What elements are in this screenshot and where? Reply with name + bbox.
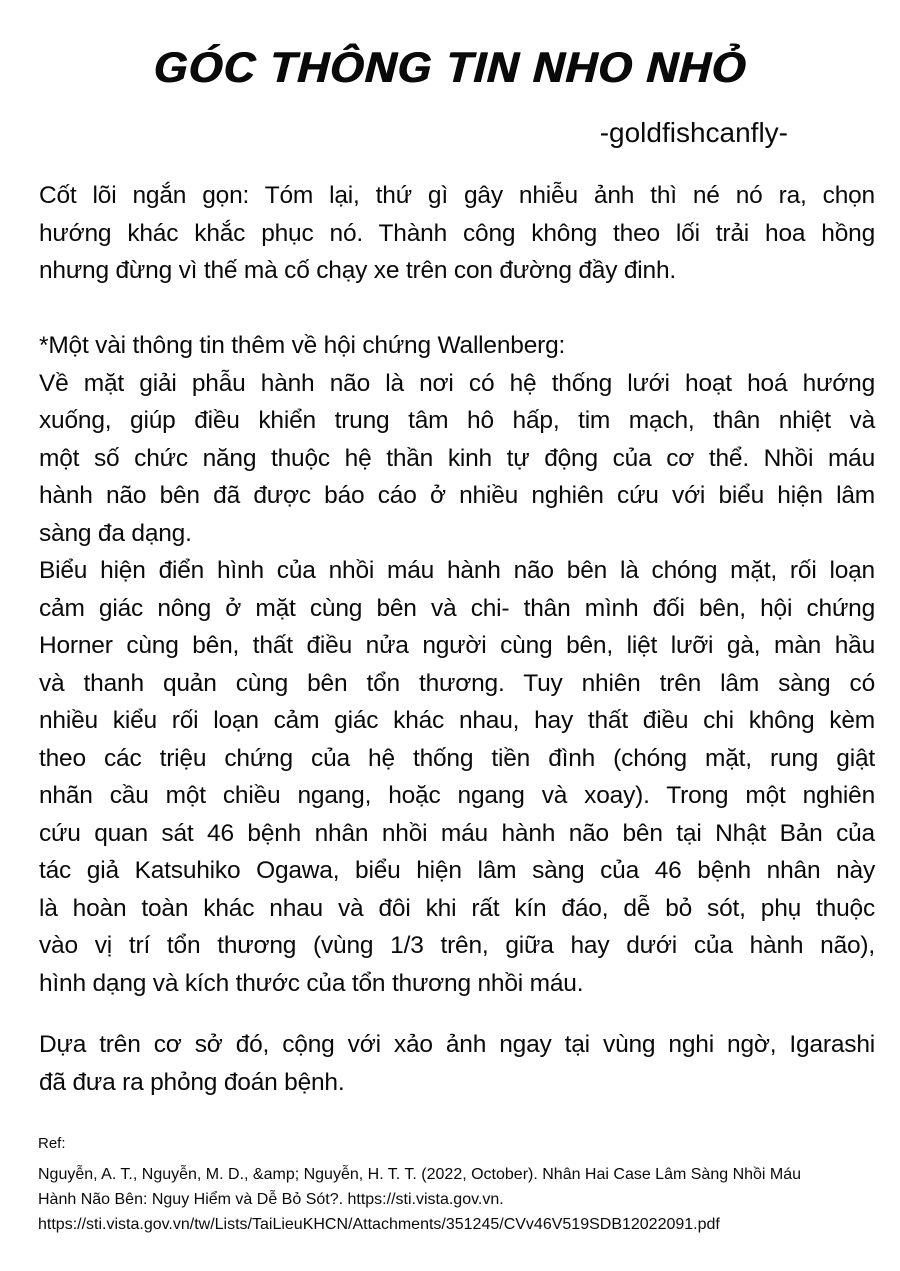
page-title: GÓC THÔNG TIN NHO NHỎ [152, 44, 748, 92]
text-line: hướng khác khắc phục nó. Thành công không theo lối trải hoa hồng [39, 219, 875, 247]
text-line: nhiều kiểu rối loạn cảm giác khác nhau, hay thất điều chi không kèm [39, 707, 875, 734]
intro-paragraph [39, 177, 875, 290]
text-line: sàng đa dạng. [39, 519, 192, 547]
text-line: một số chức năng thuộc hệ thần kinh tự động của cơ thể. Nhồi máu [39, 444, 875, 472]
text-line: *Một vài thông tin thêm về hội chứng Wallenberg: [39, 332, 566, 359]
text-line: và thanh quản cùng bên tổn thương. Tuy nhiên trên lâm sàng có [39, 669, 875, 697]
text-line: Horner cùng bên, thất điều nửa người cùng bên, liệt lưỡi gà, màn hầu [39, 632, 875, 659]
conclusion-paragraph [39, 1026, 875, 1101]
text-line: cứu quan sát 46 bệnh nhân nhồi máu hành não bên tại Nhật Bản của [39, 819, 875, 847]
text-line: theo các triệu chứng của hệ thống tiền đình (chóng mặt, rung giật [39, 744, 875, 772]
text-line: vào vị trí tổn thương (vùng 1/3 trên, giữa hay dưới của hành não), [39, 932, 875, 959]
text-line: tác giả Katsuhiko Ogawa, biểu hiện lâm sàng của 46 bệnh nhân này [39, 857, 875, 884]
text-line: Dựa trên cơ sở đó, cộng với xảo ảnh ngay tại vùng nghi ngờ, Igarashi [39, 1031, 875, 1058]
text-line: nhưng đừng vì thế mà cố chạy xe trên con đường đầy đinh. [39, 257, 677, 284]
text-line: đã đưa ra phỏng đoán bệnh. [39, 1068, 345, 1096]
wallenberg-info-paragraph [39, 327, 875, 1002]
author-credit: -goldfishcanfly- [599, 117, 788, 148]
text-line: Biểu hiện điển hình của nhồi máu hành não bên là chóng mặt, rối loạn [39, 557, 875, 584]
reference-url: https://sti.vista.gov.vn/tw/Lists/TaiLieuKHCN/Attachments/351245/CVv46V519SDB12022091.pdf [38, 1216, 720, 1233]
text-line: hành não bên đã được báo cáo ở nhiều nghiên cứu với biểu hiện lâm [39, 482, 875, 509]
paragraph-spacer [39, 1002, 875, 1026]
references-section [38, 1133, 868, 1237]
text-line: Cốt lõi ngắn gọn: Tóm lại, thứ gì gây nhiễu ảnh thì né nó ra, chọn [39, 182, 875, 209]
body-text [39, 177, 875, 1101]
text-line: Về mặt giải phẫu hành não là nơi có hệ thống lưới hoạt hoá hướng [39, 369, 875, 397]
reference-citation-line: Nguyễn, A. T., Nguyễn, M. D., &amp; Nguyễn, H. T. T. (2022, October). Nhân Hai Case Lâm Sàng Nhồi Máu [38, 1166, 802, 1183]
text-line: nhãn cầu một chiều ngang, hoặc ngang và xoay). Trong một nghiên [39, 782, 875, 809]
text-line: là hoàn toàn khác nhau và đôi khi rất kín đáo, dễ bỏ sót, phụ thuộc [39, 894, 875, 922]
text-line: cảm giác nông ở mặt cùng bên và chi- thân mình đối bên, hội chứng [39, 594, 875, 622]
reference-citation-line: Hành Não Bên: Nguy Hiểm và Dễ Bỏ Sót?. https://sti.vista.gov.vn. [38, 1191, 504, 1208]
paragraph-spacer [39, 290, 875, 328]
text-line: hình dạng và kích thước của tổn thương nhồi máu. [39, 969, 584, 997]
text-line: xuống, giúp điều khiển trung tâm hô hấp, tim mạch, thân nhiệt và [39, 407, 875, 434]
references-label: Ref: [38, 1135, 66, 1152]
